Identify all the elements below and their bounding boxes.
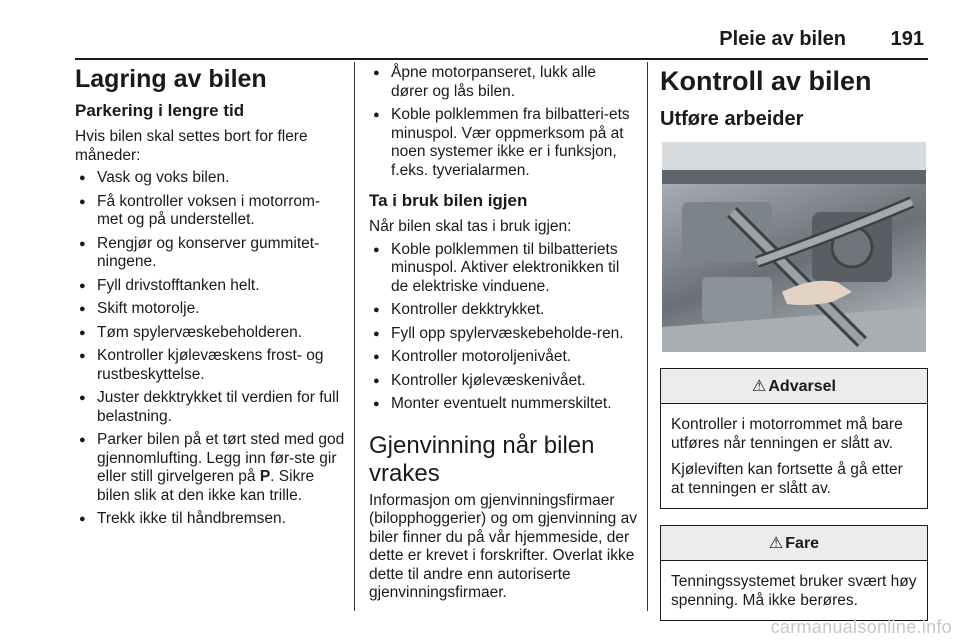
section-heading-recycling: Gjenvinning når bilen vrakes xyxy=(369,431,595,487)
warning-box-body xyxy=(661,404,927,508)
list-item: ● Trekk ikke til håndbremsen. xyxy=(75,510,345,529)
storage-checklist xyxy=(75,169,345,529)
danger-box-header xyxy=(661,526,927,561)
list-item: ● Monter eventuelt nummerskiltet. xyxy=(369,395,637,414)
subheading-long-parking: Parkering i lengre tid xyxy=(75,101,245,120)
intro-text: Hvis bilen skal settes bort for flere måneder: xyxy=(75,128,308,164)
page-header xyxy=(75,22,928,58)
list-item: ● Vask og voks bilen. xyxy=(75,169,345,188)
list-item: ● Få kontroller voksen i motorrom-met og på understellet. xyxy=(75,193,345,230)
warning-box xyxy=(660,368,928,509)
subheading-recommission: Ta i bruk bilen igjen xyxy=(369,191,528,210)
page-number: 191 xyxy=(890,28,924,50)
warning-triangle-icon: ⚠ xyxy=(768,535,784,552)
watermark: carmanualsonline.info xyxy=(770,617,952,637)
engine-bay-illustration xyxy=(662,142,926,352)
park-text-end: . Sikre bilen slik at den ikke kan trille. xyxy=(97,468,315,504)
header-rule xyxy=(75,58,928,60)
column-divider-1 xyxy=(354,62,355,611)
list-item: ● Fyll opp spylervæskebeholde-ren. xyxy=(369,325,637,344)
recommission-checklist xyxy=(369,241,637,414)
list-item: ● Kontroller kjølevæskens frost- og rustbeskyttelse. xyxy=(75,347,345,384)
warning-title: Advarsel xyxy=(768,378,836,395)
subheading-perform-work: Utføre arbeider xyxy=(660,108,804,130)
column-1 xyxy=(75,64,345,534)
warning-text: Kjøleviften kan fortsette å gå etter at tenningen er slått av. xyxy=(671,461,903,497)
warning-text: Kontroller i motorrommet må bare utføres når tenningen er slått av. xyxy=(671,416,903,452)
gear-p-label: P xyxy=(259,468,271,485)
column-3 xyxy=(660,64,928,637)
list-item: ● Juster dekktrykket til verdien for full belastning. xyxy=(75,389,345,426)
warning-triangle-icon: ⚠ xyxy=(752,378,767,395)
list-item-park xyxy=(75,431,345,505)
column-divider-2 xyxy=(647,62,648,611)
recycling-text: Informasjon om gjenvinningsfirmaer (bilopphoggerier) og om gjenvinning av biler finner du på vår hjemmeside, der dette er krevet i forskrifter. Overlat ikke dette til andre enn autoriserte gjenvinningsfirmaer. xyxy=(369,491,637,601)
column-2 xyxy=(369,64,637,607)
danger-box xyxy=(660,525,928,621)
park-text: Parker bilen på et tørt sted med god gjennomlufting. Legg inn før-ste gir eller still girvelgeren på xyxy=(97,431,345,485)
list-item: ● Fyll drivstofftanken helt. xyxy=(75,277,345,296)
list-item: ● Koble polklemmen fra bilbatteri-ets minuspol. Vær oppmerksom på at noen systemer ikke er i funksjon, f.eks. tyverialarmen. xyxy=(369,106,637,180)
list-item: ● Rengjør og konserver gummitet-ningene. xyxy=(75,235,345,272)
list-item: ● Kontroller dekktrykket. xyxy=(369,301,637,320)
list-item: ● Koble polklemmen til bilbatteriets minuspol. Aktiver elektronikken til de elektriske vinduene. xyxy=(369,241,637,297)
storage-checklist-continued xyxy=(369,64,637,180)
section-heading-inspection: Kontroll av bilen xyxy=(660,66,872,96)
danger-box-body xyxy=(661,561,927,620)
warning-box-header xyxy=(661,369,927,404)
list-item: ● Åpne motorpanseret, lukk alle dører og lås bilen. xyxy=(369,64,637,101)
list-item: ● Skift motorolje. xyxy=(75,300,345,319)
intro-text: Når bilen skal tas i bruk igjen: xyxy=(369,218,572,235)
list-item: ● Kontroller motoroljenivået. xyxy=(369,348,637,367)
danger-title: Fare xyxy=(785,535,820,552)
list-item: ● Tøm spylervæskebeholderen. xyxy=(75,324,345,343)
list-item: ● Kontroller kjølevæskenivået. xyxy=(369,372,637,391)
engine-bay-photo xyxy=(662,142,926,352)
danger-text: Tenningssystemet bruker svært høy spenning. Må ikke berøres. xyxy=(671,573,917,609)
chapter-title: Pleie av bilen xyxy=(719,28,846,50)
section-heading-storage: Lagring av bilen xyxy=(75,65,267,93)
